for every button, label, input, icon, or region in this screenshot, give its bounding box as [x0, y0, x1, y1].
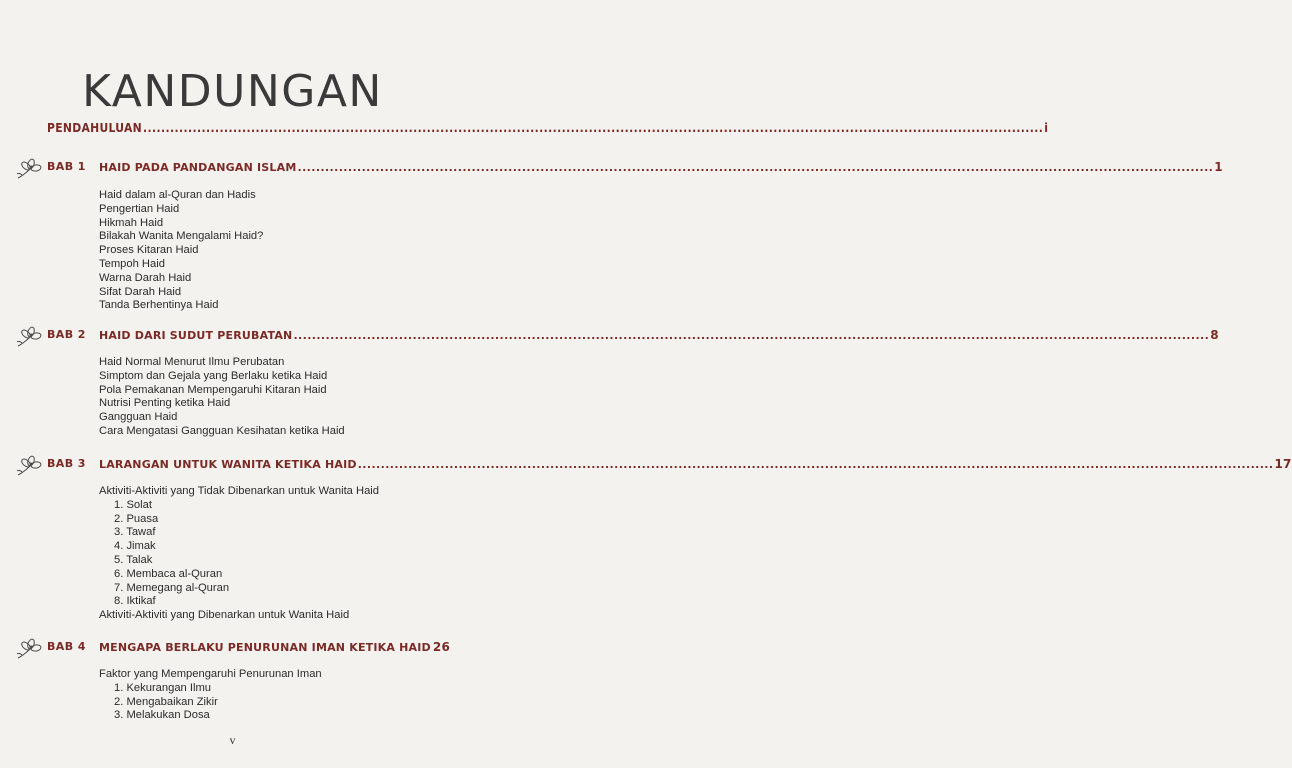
list-item: Aktiviti-Aktiviti yang Dibenarkan untuk Wanita Haid [99, 609, 350, 622]
list-item: Sifat Darah Haid [99, 285, 182, 298]
list-item: Warna Darah Haid [99, 271, 192, 284]
dot-leader: ........................................................................................................................................................................................................ [297, 161, 1214, 174]
toc-entry-bab-4[interactable] [16, 640, 450, 662]
chapter-number: BAB 4 [47, 640, 86, 653]
list-item: Haid Normal Menurut Ilmu Perubatan [99, 356, 285, 368]
chapter-number: BAB 2 [47, 328, 86, 341]
list-item: 1. Solat [114, 498, 152, 511]
flower-icon [16, 323, 44, 349]
toc-entry-bab-2[interactable] [16, 328, 1219, 350]
list-item: Nutrisi Penting ketika Haid [99, 397, 231, 410]
dot-leader: ........................................................................................................................................................................................................ [142, 121, 1044, 135]
list-item: Faktor yang Mempengaruhi Penurunan Iman [99, 668, 322, 680]
flower-icon [16, 155, 44, 181]
toc-entry-bab-3[interactable] [16, 457, 1292, 479]
dot-leader: ........................................................................................................................................................................................................ [293, 329, 1210, 342]
list-item: Haid dalam al-Quran dan Hadis [99, 189, 256, 201]
list-item: 4. Jimak [114, 540, 156, 553]
chapter-3-items [99, 485, 379, 623]
list-item: 6. Membaca al-Quran [114, 567, 223, 580]
chapter-number: BAB 1 [47, 160, 86, 173]
list-item: 2. Puasa [114, 512, 159, 525]
chapter-4-items [99, 668, 322, 723]
intro-page: i [1044, 121, 1049, 135]
intro-label: PENDAHULUAN [47, 121, 142, 135]
list-item: Tanda Berhentinya Haid [99, 299, 219, 312]
chapter-title: LARANGAN UNTUK WANITA KETIKA HAID [99, 458, 357, 471]
list-item: Gangguan Haid [99, 411, 178, 424]
list-item: Tempoh Haid [99, 257, 165, 270]
list-item: Pola Pemakanan Mempengaruhi Kitaran Haid [99, 383, 327, 396]
flower-icon [16, 452, 44, 478]
chapter-2-items [99, 356, 345, 439]
list-item: Bilakah Wanita Mengalami Haid? [99, 230, 264, 243]
dot-leader: ........................................................................................................................................................................................................ [357, 458, 1274, 471]
list-item: Pengertian Haid [99, 202, 180, 215]
chapter-page: 26 [432, 640, 450, 654]
list-item: 3. Melakukan Dosa [114, 709, 210, 722]
chapter-page: 8 [1210, 328, 1219, 342]
chapter-title: MENGAPA BERLAKU PENURUNAN IMAN KETIKA HAID [99, 641, 431, 654]
list-item: Hikmah Haid [99, 216, 164, 229]
list-item: 8. Iktikaf [114, 595, 156, 608]
toc-entry-bab-1[interactable] [16, 160, 1223, 182]
list-item: 7. Memegang al-Quran [114, 581, 230, 594]
chapter-1-items [99, 189, 263, 313]
list-item: 3. Tawaf [114, 526, 156, 539]
list-item: Proses Kitaran Haid [99, 244, 199, 257]
chapter-page: 17 [1274, 457, 1292, 471]
list-item: Aktiviti-Aktiviti yang Tidak Dibenarkan untuk Wanita Haid [99, 485, 380, 497]
chapter-title: HAID DARI SUDUT PERUBATAN [99, 329, 293, 342]
chapter-title: HAID PADA PANDANGAN ISLAM [99, 161, 297, 174]
chapter-number: BAB 3 [47, 457, 86, 470]
page-title: KANDUNGAN [82, 66, 383, 117]
list-item: Cara Mengatasi Gangguan Kesihatan ketika Haid [99, 424, 345, 437]
page-number: v [229, 733, 236, 747]
chapter-page: 1 [1214, 160, 1223, 174]
flower-icon [16, 635, 44, 661]
list-item: 5. Talak [114, 553, 153, 566]
list-item: 2. Mengabaikan Zikir [114, 695, 218, 708]
toc-entry-intro[interactable] [47, 121, 1049, 135]
list-item: 1. Kekurangan Ilmu [114, 681, 212, 694]
list-item: Simptom dan Gejala yang Berlaku ketika Haid [99, 369, 328, 382]
